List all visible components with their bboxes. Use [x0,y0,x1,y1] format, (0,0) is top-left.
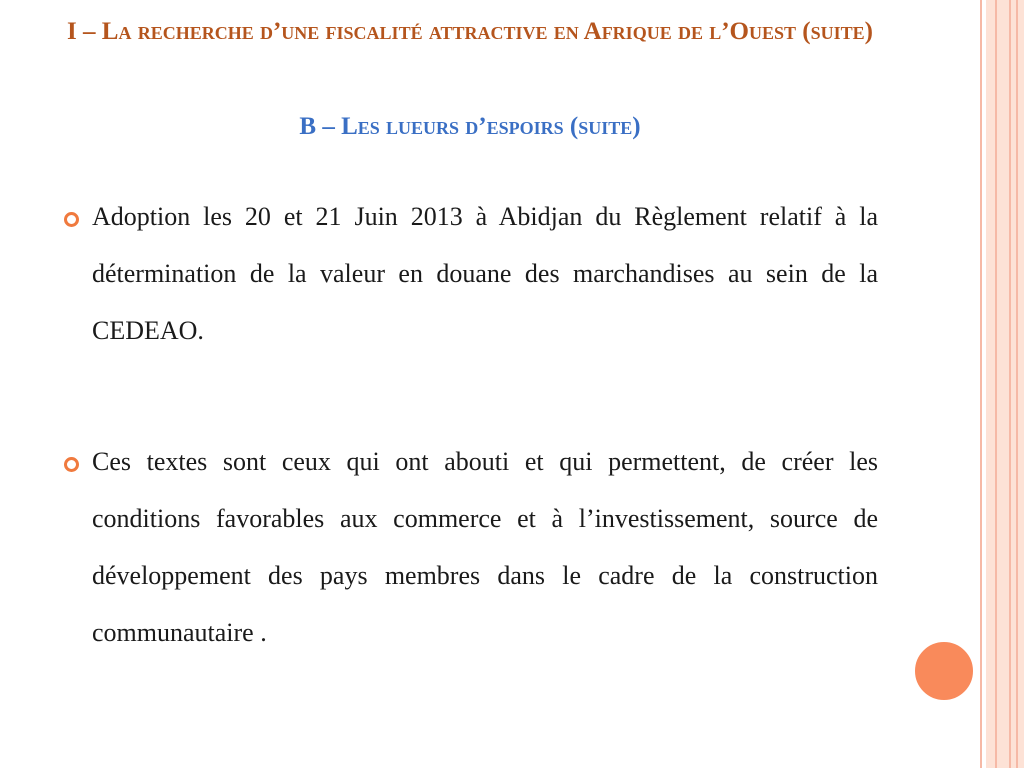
slide-title: I – La recherche d’une fiscalité attractive en Afrique de l’Ouest (suite) [67,18,873,45]
border-line [995,0,997,768]
slide-subtitle: B – Les lueurs d’espoirs (suite) [299,113,641,140]
border-line [1009,0,1011,768]
bullet-list [62,188,878,661]
orange-circle-icon [913,640,975,702]
bullet-text: Ces textes sont ceux qui ont abouti et qui permettent, de créer les conditions favorables aux commerce et à l’investissement, source de développement des pays membres dans le cadre de la construction communautaire . [92,447,878,647]
bullet-item [62,433,878,661]
circle-bullet-icon [64,212,79,227]
decorative-border-band [986,0,1024,768]
circle-bullet-icon [64,457,79,472]
bullet-item [62,188,878,359]
bullet-text: Adoption les 20 et 21 Juin 2013 à Abidjan du Règlement relatif à la détermination de la valeur en douane des marchandises au sein de la CEDEAO. [92,202,878,345]
border-line [980,0,982,768]
border-line [1016,0,1018,768]
